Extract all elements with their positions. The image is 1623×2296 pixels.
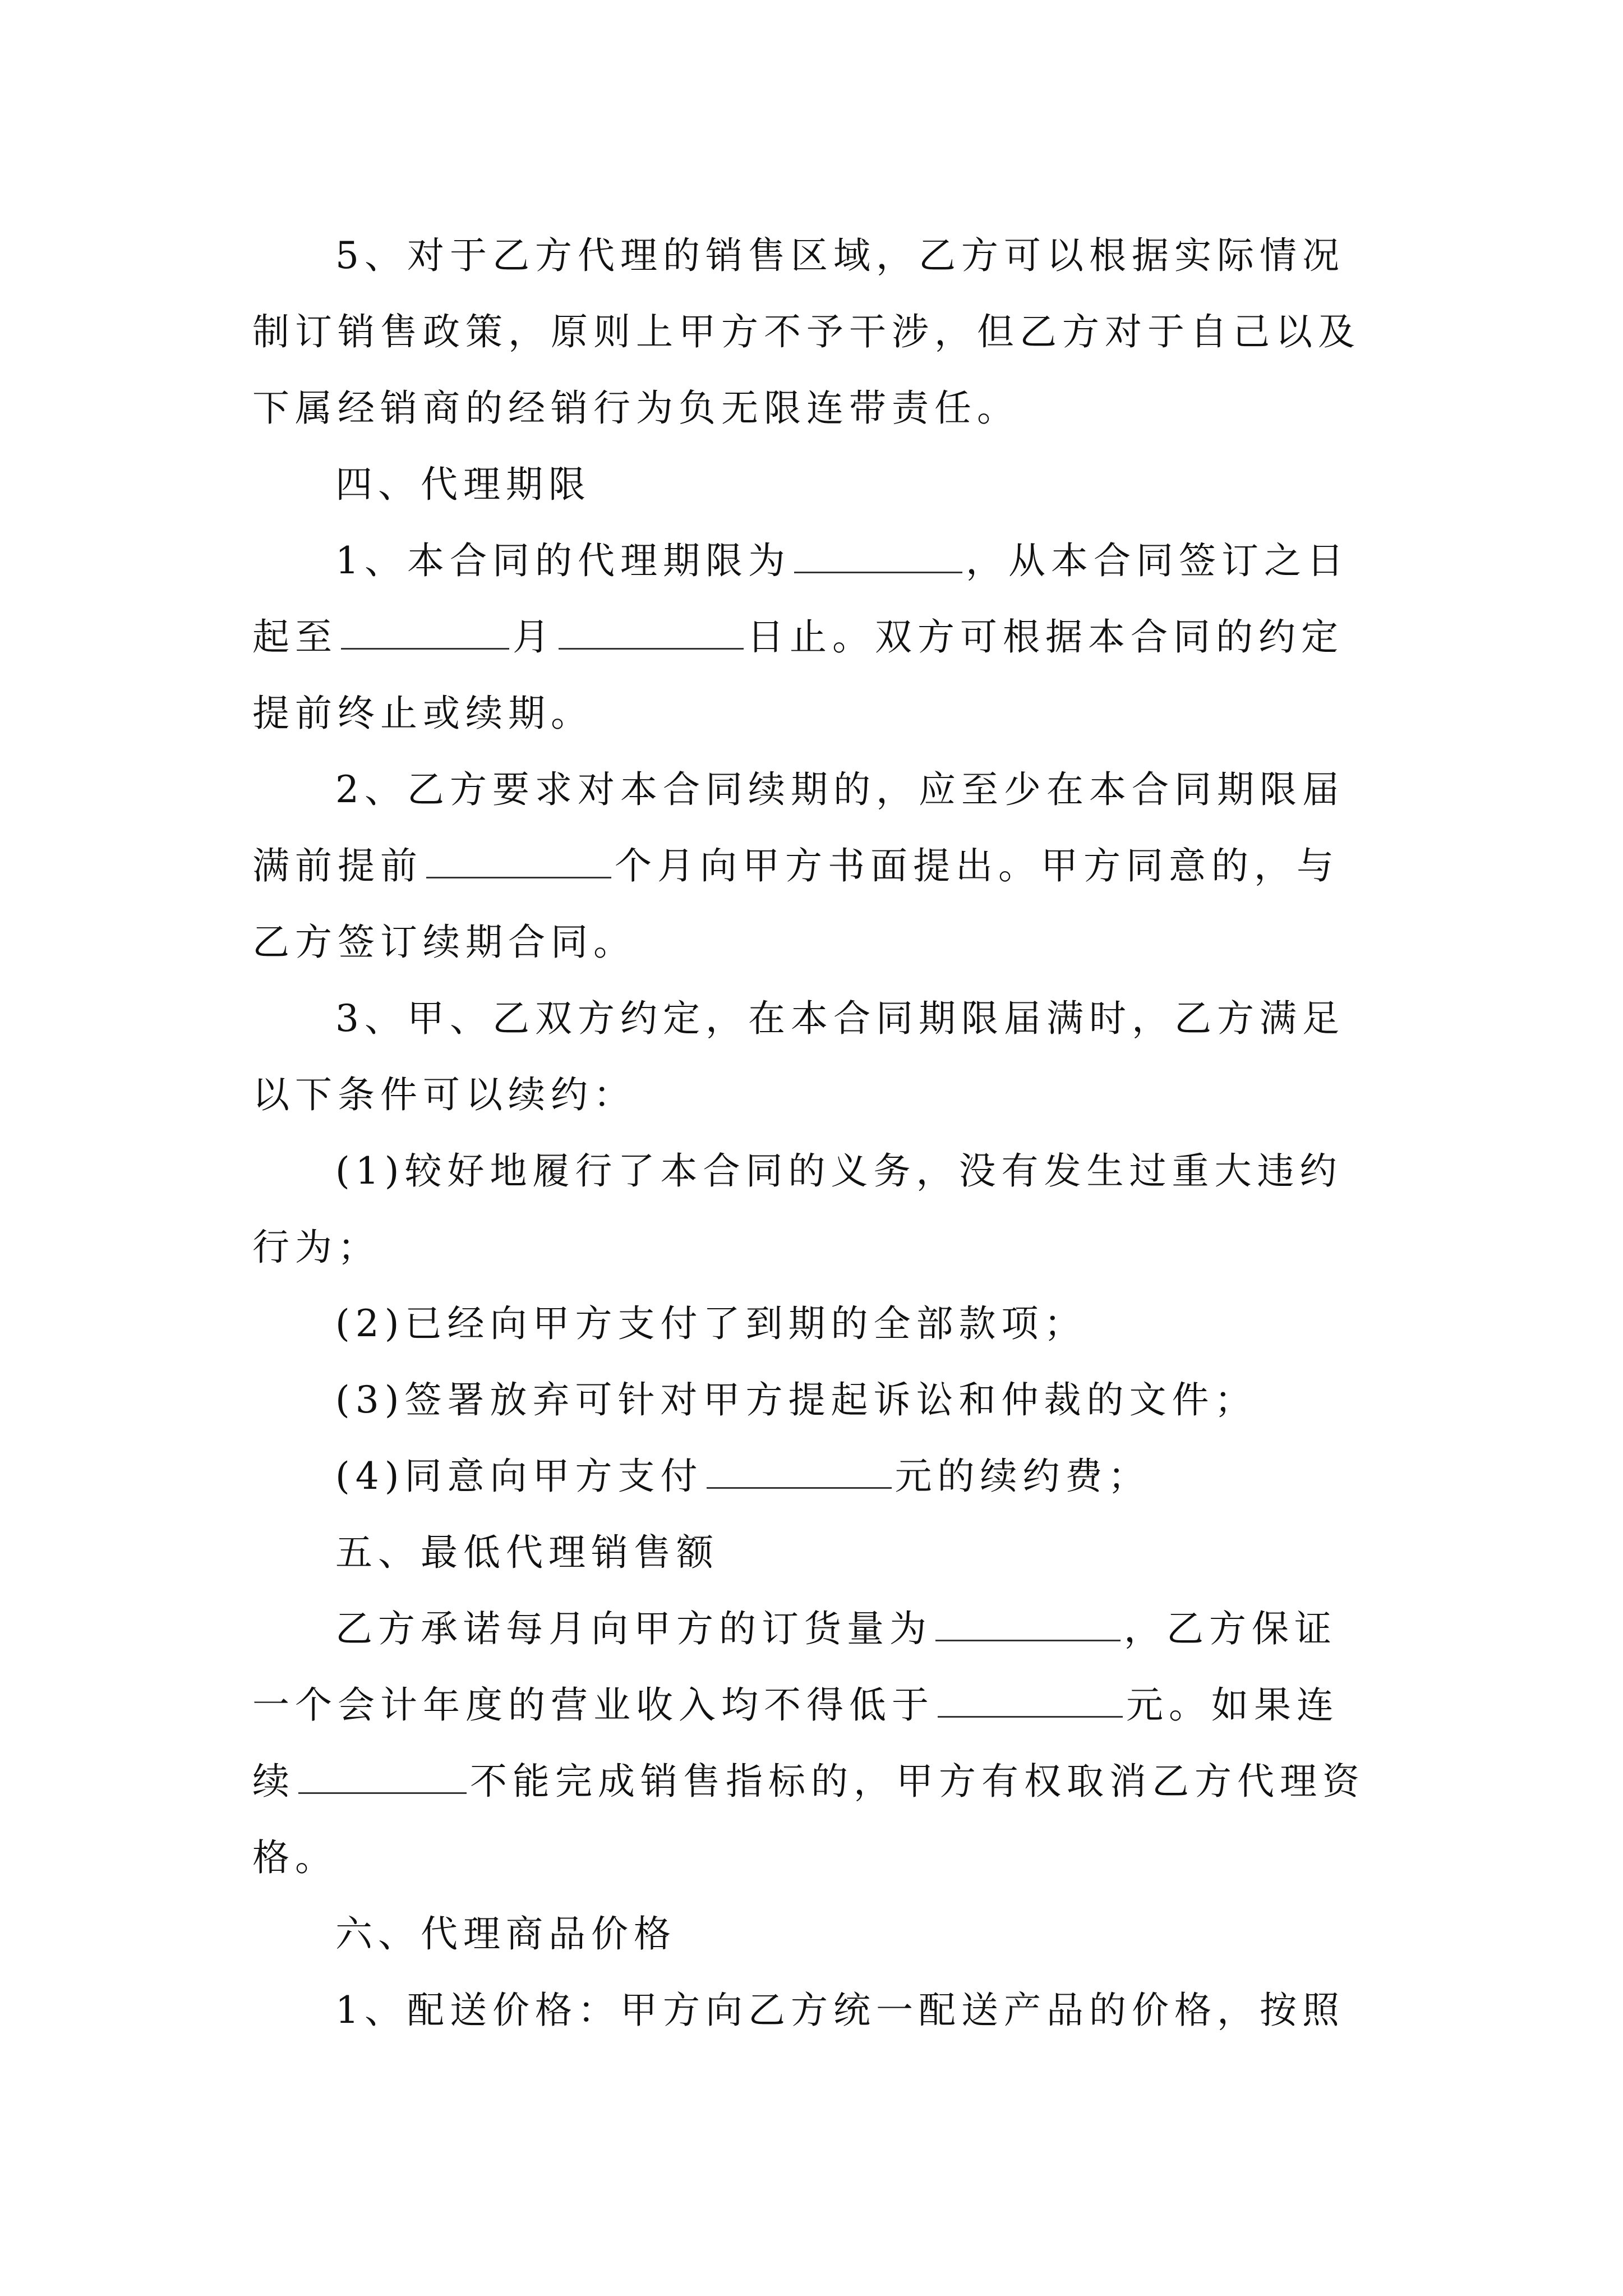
term-clause-1-line-3: 提前终止或续期。: [252, 692, 593, 735]
term-clause-2-line-3: 乙方签订续期合同。: [252, 921, 636, 964]
condition-2: (2)已经向甲方支付了到期的全部款项；: [335, 1302, 1087, 1345]
sales-clause-line-4: 格。: [252, 1836, 338, 1879]
section-heading-4: 四、代理期限: [335, 463, 591, 506]
condition-3: (3)签署放弃可针对甲方提起诉讼和仲裁的文件；: [335, 1378, 1257, 1421]
sales-clause-line-2: [252, 1667, 1374, 1743]
text-segment: (4)同意向甲方支付: [335, 1455, 703, 1498]
clause-5-line-3: 下属经销商的经销行为负无限连带责任。: [252, 386, 1020, 430]
text-segment: 不能完成销售指标的，甲方有权取消乙方代理资: [470, 1760, 1365, 1803]
fill-in-blank[interactable]: [341, 621, 509, 650]
text-segment: ，从本合同签订之日: [966, 539, 1349, 582]
text-segment: ，乙方保证: [1124, 1607, 1337, 1650]
text-segment: 个月向甲方书面提出。甲方同意的，与: [615, 844, 1339, 887]
fill-in-blank[interactable]: [938, 1689, 1123, 1718]
fill-in-blank[interactable]: [298, 1765, 467, 1794]
term-clause-1-line-2: [252, 599, 1374, 675]
text-segment: 起至: [252, 615, 338, 659]
clause-5-line-2: 制订销售政策，原则上甲方不予干涉，但乙方对于自己以及: [252, 310, 1361, 353]
term-clause-1-line-1: [252, 523, 1374, 599]
sales-clause-line-3: [252, 1743, 1374, 1820]
text-segment: 一个会计年度的营业收入均不得低于: [252, 1683, 934, 1727]
condition-1-line-1: (1)较好地履行了本合同的义务，没有发生过重大违约: [335, 1149, 1343, 1193]
text-segment: 满前提前: [252, 844, 423, 887]
text-segment: 1、本合同的代理期限为: [335, 539, 791, 582]
fill-in-blank[interactable]: [794, 545, 962, 573]
text-segment: 月: [513, 615, 555, 659]
clause-5-line-1: 5、对于乙方代理的销售区域，乙方可以根据实际情况: [335, 234, 1345, 277]
text-segment: 续: [252, 1760, 295, 1803]
sales-clause-line-1: [252, 1591, 1374, 1667]
term-clause-3-line-2: 以下条件可以续约：: [252, 1073, 636, 1116]
section-heading-6: 六、代理商品价格: [335, 1912, 676, 1955]
term-clause-2-line-2: [252, 828, 1374, 904]
fill-in-blank[interactable]: [426, 850, 611, 878]
text-segment: 元的续约费；: [895, 1455, 1151, 1498]
condition-1-line-2: 行为；: [252, 1226, 380, 1269]
fill-in-blank[interactable]: [935, 1613, 1121, 1641]
fill-in-blank[interactable]: [707, 1460, 892, 1489]
term-clause-3-line-1: 3、甲、乙双方约定，在本合同期限届满时，乙方满足: [335, 997, 1345, 1040]
term-clause-2-line-1: 2、乙方要求对本合同续期的，应至少在本合同期限届: [335, 768, 1345, 811]
section-heading-5: 五、最低代理销售额: [335, 1531, 719, 1574]
document-body: [252, 218, 1374, 2049]
condition-4: [252, 1438, 1374, 1515]
price-clause-line-1: 1、配送价格：甲方向乙方统一配送产品的价格，按照: [335, 1989, 1345, 2032]
text-segment: 日止。双方可根据本合同的约定: [747, 615, 1344, 659]
fill-in-blank[interactable]: [559, 621, 744, 650]
text-segment: 乙方承诺每月向甲方的订货量为: [335, 1607, 932, 1650]
text-segment: 元。如果连: [1126, 1683, 1339, 1727]
